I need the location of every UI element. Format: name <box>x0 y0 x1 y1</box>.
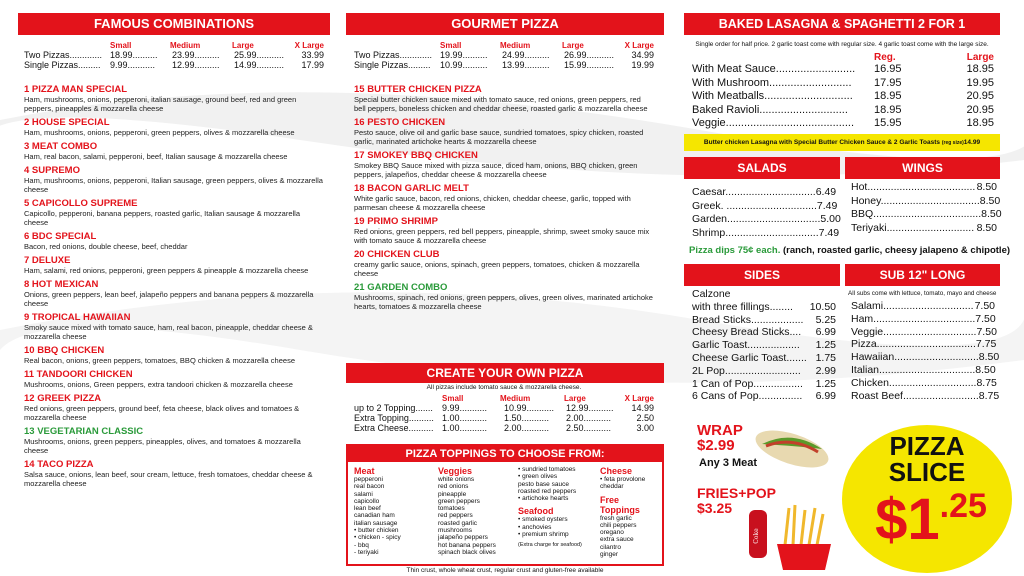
price-row-label: up to 2 Topping....... <box>354 403 433 413</box>
lasagna-row <box>692 90 994 104</box>
menu-item-desc: Onions, green peppers, lean beef, jalapeño peppers and banana peppers & mozzarella cheese <box>24 290 314 308</box>
size-label: X Large <box>624 394 654 403</box>
topping-item: fresh garlic <box>600 514 632 522</box>
item-name: Pizza.................................. <box>851 338 976 351</box>
menu-item-desc: Ham, mushrooms, onions, pepperoni, Italian sausage, green peppers, olives & mozzarella cheese <box>24 176 323 194</box>
menu-item-title: 19 PRIMO SHRIMP <box>354 216 438 227</box>
topping-item: lean beef <box>354 505 381 513</box>
item-price: 7.49 <box>816 199 838 212</box>
price-value: 33.99 <box>301 50 324 60</box>
price-value: 12.99.......... <box>566 403 614 413</box>
item-name: Bread Sticks.................. <box>692 313 804 326</box>
price-value: 14.99........... <box>234 60 285 70</box>
item-price: 6.49 <box>815 186 837 198</box>
list-item <box>851 389 1000 403</box>
reg-label: Reg. <box>874 52 896 63</box>
item-name: Garden................................ <box>692 213 821 225</box>
topping-item: cilantro <box>600 543 621 551</box>
reg-price: 18.95 <box>874 103 902 116</box>
item-name: Baked Ravioli............................. <box>692 103 848 116</box>
cyo-note: All pizzas include tomato sauce & mozzarella cheese. <box>426 384 582 391</box>
free-toppings-heading: Free Toppings <box>600 494 640 515</box>
item-price: 6.99 <box>815 390 836 403</box>
slice-dollar: $1 <box>875 487 940 552</box>
price-value: 2.50........... <box>566 423 612 433</box>
menu-item-title: 9 TROPICAL HAWAIIAN <box>24 312 131 323</box>
list-item <box>851 194 1001 209</box>
price-value: 19.99 <box>631 60 654 70</box>
menu-item-title: 16 PESTO CHICKEN <box>354 117 446 128</box>
price-value: 10.99........... <box>504 403 555 413</box>
lasagna-column <box>692 52 994 131</box>
item-name: 6 Cans of Pop............... <box>692 390 803 403</box>
topping-item: - bbq <box>354 541 369 549</box>
item-name: Shrimp................................ <box>692 226 819 239</box>
topping-item: real bacon <box>354 483 385 491</box>
price-value: 34.99 <box>631 50 654 60</box>
topping-item: roasted red peppers <box>518 487 577 495</box>
crust-note: Thin crust, whole wheat crust, regular crust and gluten-free available <box>406 567 604 574</box>
lasagna-row <box>692 104 994 118</box>
menu-item-title: 20 CHICKEN CLUB <box>354 249 440 260</box>
menu-item-title: 11 TANDOORI CHICKEN <box>24 369 133 380</box>
size-label: Large <box>564 394 586 403</box>
price-row-label: Two Pizzas............. <box>354 50 433 60</box>
menu-item-title: 15 BUTTER CHICKEN PIZZA <box>354 84 482 95</box>
size-label: X Large <box>624 41 654 50</box>
cheese-heading: Cheese <box>600 466 633 476</box>
banner-small: (reg size) <box>941 140 964 146</box>
topping-item: red onions <box>438 483 469 491</box>
item-price: 8.50 <box>978 351 1000 364</box>
toppings-header: PIZZA TOPPINGS TO CHOOSE FROM: <box>348 446 662 462</box>
price-value: 9.99........... <box>442 403 488 413</box>
menu-item-desc: Mushrooms, spinach, red onions, green peppers, olives, green olives, marinated artichoke hearts, tomatoes & mozzarella cheese <box>354 293 653 311</box>
price-row <box>354 403 654 413</box>
list-item <box>692 199 838 214</box>
item-name: Cheese Garlic Toast....... <box>692 351 807 364</box>
price-value: 19.99.......... <box>440 50 488 60</box>
menu-item-desc: Ham, mushrooms, onions, pepperoni, green peppers, olives & mozzarella cheese <box>24 128 295 137</box>
price-row <box>354 413 654 423</box>
wrap-price: $2.99 <box>697 437 735 454</box>
lasagna-header: BAKED LASAGNA & SPAGHETTI 2 FOR 1 <box>684 13 1000 35</box>
item-name: Caesar............................... <box>692 186 816 198</box>
price-value: 2.00........... <box>504 423 550 433</box>
price-value: 18.99.......... <box>110 50 158 60</box>
list-item <box>692 378 836 391</box>
menu-item-title: 7 DELUXE <box>24 255 71 266</box>
item-name: Greek. ............................... <box>692 199 817 212</box>
price-row-label: Extra Topping.......... <box>354 413 434 423</box>
price-value: 17.99 <box>301 60 324 70</box>
topping-item: • smoked oysters <box>518 516 568 524</box>
topping-item: oregano <box>600 529 624 537</box>
topping-item: green peppers <box>438 497 480 505</box>
sides-header: SIDES <box>684 264 840 286</box>
large-price: 18.95 <box>966 63 994 75</box>
price-row <box>354 60 654 70</box>
topping-item: red peppers <box>438 512 473 520</box>
size-label: Medium <box>170 41 201 50</box>
fries-pop-image <box>745 500 840 572</box>
item-price: 6.99 <box>815 326 836 339</box>
cyo-column <box>354 384 654 433</box>
seafood-note: (Extra charge for seafood) <box>518 542 582 549</box>
topping-item: • artichoke hearts <box>518 495 569 503</box>
menu-item-title: 3 MEAT COMBO <box>24 141 98 152</box>
price-value: 2.50 <box>636 413 654 423</box>
topping-item: - teriyaki <box>354 548 379 556</box>
item-price: 7.50 <box>974 300 995 312</box>
price-value: 9.99........... <box>110 60 156 70</box>
subs-note: All subs come with lettuce, tomato, mayo and cheese <box>848 290 997 297</box>
menu-item-desc: creamy garlic sauce, onions, spinach, green peppers, tomatoes, chicken & mozzarella cheese <box>354 260 640 278</box>
list-item <box>692 365 836 378</box>
list-item <box>692 186 837 200</box>
price-value: 13.99.......... <box>502 60 550 70</box>
large-price: 18.95 <box>966 117 994 130</box>
famous-sizes <box>24 41 324 50</box>
item-name: Calzone <box>692 288 731 300</box>
dips-rest: (ranch, roasted garlic, cheesy jalapeno & chipotle) <box>780 245 1011 256</box>
menu-item-title: 8 HOT MEXICAN <box>24 279 99 290</box>
slice-cents: .25 <box>939 487 987 525</box>
menu-item-desc: Real bacon, onions, green peppers, tomatoes, BBQ chicken & mozzarella cheese <box>24 356 295 365</box>
topping-item: pesto base sauce <box>518 480 569 488</box>
item-price: 8.50 <box>979 194 1001 207</box>
wrap-sub: Any 3 Meat <box>699 457 758 469</box>
menu-item-title: 4 SUPREMO <box>24 165 80 176</box>
price-row-label: Single Pizzas......... <box>24 60 101 70</box>
meat-heading: Meat <box>354 466 375 476</box>
wings-list <box>851 181 1002 235</box>
size-label: Small <box>442 394 464 403</box>
list-item <box>851 222 997 236</box>
price-row-label: Two Pizzas............. <box>24 50 103 60</box>
large-label: Large <box>966 52 994 63</box>
price-value: 23.99.......... <box>172 50 220 60</box>
topping-item: mushrooms <box>438 527 472 535</box>
menu-item-title: 10 BBQ CHICKEN <box>24 345 105 356</box>
subs-header: SUB 12" LONG <box>845 264 1000 286</box>
wings-header: WINGS <box>845 157 1000 179</box>
price-row <box>354 50 654 60</box>
list-item <box>692 213 841 227</box>
item-name: With Meat Sauce.......................... <box>692 63 856 75</box>
item-price: 8.75 <box>976 376 997 389</box>
list-item <box>851 208 1002 222</box>
price-value: 2.00........... <box>566 413 612 423</box>
item-name: Veggie................................ <box>851 325 977 338</box>
menu-item-title: 1 PIZZA MAN SPECIAL <box>24 84 128 95</box>
menu-item-desc: Red onions, green peppers, red bell peppers, pineapple, shrimp, sweet smoky sauce mix with tomato sauce & mozzarella cheese <box>354 227 650 245</box>
size-label: Large <box>562 41 584 50</box>
menu-item-title: 14 TACO PIZZA <box>24 459 94 470</box>
size-label: Small <box>440 41 462 50</box>
price-row-label: Extra Cheese.......... <box>354 423 434 433</box>
menu-item-desc: Red onions, green peppers, ground beef, feta cheese, black olives and tomatoes & mozzarella cheese <box>24 404 300 422</box>
price-value: 12.99.......... <box>172 60 220 70</box>
seafood-heading: Seafood <box>518 506 554 517</box>
item-price: 1.75 <box>815 351 836 364</box>
menu-item-desc: Capicollo, pepperoni, banana peppers, roasted garlic, Italian sausage & mozzarella cheese <box>24 209 301 227</box>
item-name: Salami............................... <box>851 300 974 312</box>
subs-list <box>851 300 1000 402</box>
item-price: 7.75 <box>975 338 997 351</box>
topping-item: • sundried tomatoes <box>518 466 576 473</box>
gourmet-column <box>354 41 654 315</box>
menu-item-title: 13 VEGETARIAN CLASSIC <box>24 426 144 437</box>
item-name: Chicken.............................. <box>851 376 977 389</box>
topping-item: • premium shrimp <box>518 531 569 539</box>
cyo-header: CREATE YOUR OWN PIZZA <box>346 363 664 383</box>
menu-item-desc: Mushrooms, onions, green peppers, pineapples, olives, and tomatoes & mozzarella cheese <box>24 437 301 455</box>
item-price: 1.25 <box>815 377 836 390</box>
item-name: With Mushroom........................... <box>692 76 852 89</box>
list-item <box>692 226 840 241</box>
pizza-slice-badge <box>842 425 1012 573</box>
price-value: 10.99.......... <box>440 60 488 70</box>
menu-item-desc: Ham, salami, red onions, pepperoni, green peppers & pineapple & mozzarella cheese <box>24 266 309 275</box>
size-label: X Large <box>294 41 324 50</box>
salads-list <box>692 186 841 240</box>
item-price: 8.50 <box>976 221 997 234</box>
salads-header: SALADS <box>684 157 840 179</box>
topping-item: • butter chicken <box>354 527 399 535</box>
toppings-box <box>346 444 664 566</box>
banner-price: 14.99 <box>963 139 981 146</box>
lasagna-row <box>692 117 994 131</box>
menu-item-desc: Ham, real bacon, salami, pepperoni, beef, Italian sausage & mozzarella cheese <box>24 152 288 161</box>
topping-item: ginger <box>600 551 619 559</box>
price-value: 1.00........... <box>442 423 488 433</box>
banner-text: Butter chicken Lasagna with Special Butter Chicken Sauce & 2 Garlic Toasts <box>703 139 941 146</box>
topping-item: hot banana peppers <box>438 541 496 549</box>
reg-price: 15.95 <box>874 117 902 130</box>
menu-item-desc: Bacon, red onions, double cheese, beef, cheddar <box>24 242 188 251</box>
topping-item: spinach black olives <box>438 548 496 556</box>
list-item <box>692 301 836 314</box>
dips-lead: Pizza dips 75¢ each. <box>689 245 781 256</box>
item-name: Italian................................. <box>851 363 976 376</box>
menu-item-title: 12 GREEK PIZZA <box>24 393 102 404</box>
toppings-grid <box>348 462 662 558</box>
butter-chicken-banner <box>684 134 1000 151</box>
menu-item-desc: White garlic sauce, bacon, red onions, chicken, cheddar cheese, garlic, topped with parmesan cheese & mozzarella cheese <box>354 194 631 212</box>
price-value: 3.00 <box>636 423 654 433</box>
menu-item-desc: Mushrooms, onions, Green peppers, extra tandoori chicken & mozzarella cheese <box>24 380 293 389</box>
fries-title: FRIES+POP <box>697 485 776 501</box>
menu-item-desc: Ham, mushrooms, onions, pepperoni, italian sausage, ground beef, red and green peppers, pineapples & mozzarella cheese <box>24 95 297 113</box>
topping-item: • anchovies <box>518 523 552 531</box>
menu-item-desc: Pesto sauce, olive oil and garlic base sauce, sundried tomatoes, spicy chicken, roasted garlic, marinated artichoke hearts & mozzarella cheese <box>354 128 644 146</box>
price-value: 24.99.......... <box>502 50 550 60</box>
topping-item: tomatoes <box>438 505 465 513</box>
item-name: Teriyaki.............................. <box>851 221 975 234</box>
item-price: 5.25 <box>815 313 836 326</box>
lasagna-row <box>692 77 994 91</box>
wrap-title: WRAP <box>697 422 743 439</box>
fries-price: $3.25 <box>697 500 733 516</box>
reg-price: 17.95 <box>874 76 902 89</box>
item-price: 7.50 <box>975 312 996 325</box>
list-item <box>851 338 995 351</box>
svg-text:Coke: Coke <box>753 528 760 544</box>
item-price: 8.50 <box>975 363 996 376</box>
size-label: Large <box>232 41 254 50</box>
famous-column <box>24 41 324 492</box>
item-price: 1.25 <box>815 339 836 352</box>
topping-item: • chicken - spicy <box>354 534 401 542</box>
item-price: 5.00 <box>820 213 841 225</box>
size-label: Medium <box>500 41 531 50</box>
list-item <box>692 314 836 327</box>
topping-item: canadian ham <box>354 512 395 520</box>
gourmet-sizes <box>354 41 654 50</box>
price-value: 15.99........... <box>564 60 615 70</box>
large-price: 19.95 <box>966 76 994 89</box>
item-name: Cheesy Bread Sticks.... <box>692 326 802 339</box>
item-name: with three fillings........ <box>692 300 793 313</box>
menu-item-desc: Special butter chicken sauce mixed with tomato sauce, red onions, green peppers, red bell peppers, boneless chicken and cheddar cheese, roasted garlic & mozzarella cheese <box>354 95 648 113</box>
slice-line1: PIZZA <box>889 431 965 461</box>
menu-item-desc: Smoky sauce mixed with tomato sauce, ham, real bacon, pineapple, cheddar cheese & mozzarella cheese <box>24 323 313 341</box>
list-item <box>851 377 995 390</box>
list-item <box>692 326 836 339</box>
sides-list <box>692 288 836 403</box>
topping-item: pineapple <box>438 490 467 498</box>
list-item <box>692 339 836 352</box>
item-name: With Meatballs............................. <box>692 90 853 103</box>
item-price: 10.50 <box>809 300 836 313</box>
topping-item: salami <box>354 490 373 498</box>
lasagna-row <box>692 63 994 77</box>
menu-item-title: 2 HOUSE SPECIAL <box>24 117 110 128</box>
list-item <box>692 288 836 301</box>
list-item <box>851 364 995 377</box>
topping-item: cheddar <box>600 483 624 491</box>
menu-item-title: 5 CAPICOLLO SUPREME <box>24 198 138 209</box>
price-value: 1.50........... <box>504 413 550 423</box>
famous-header: FAMOUS COMBINATIONS <box>18 13 330 35</box>
list-item <box>851 326 995 339</box>
list-item <box>851 181 997 195</box>
topping-item: extra sauce <box>600 536 634 544</box>
menu-item-desc: Smokey BBQ Sauce mixed with pizza sauce, diced ham, onions, BBQ chicken, green peppers, jalapeños, cheddar cheese & mozzarella cheese <box>354 161 638 179</box>
slice-price <box>856 487 1006 550</box>
price-value: 1.00........... <box>442 413 488 423</box>
topping-item: pepperoni <box>354 476 383 483</box>
list-item <box>851 300 995 313</box>
list-item <box>851 313 995 326</box>
wrap-promo <box>697 423 743 453</box>
item-price: 2.99 <box>815 364 836 377</box>
large-price: 20.95 <box>966 103 994 116</box>
item-price: 8.75 <box>978 389 1000 402</box>
veggies-heading: Veggies <box>438 466 473 476</box>
item-name: Roast Beef.......................... <box>851 389 979 402</box>
list-item <box>692 352 836 365</box>
menu-item-title: 18 BACON GARLIC MELT <box>354 183 469 194</box>
lasagna-note: Single order for half price. 2 garlic toast come with regular size. 4 garlic toast come with the large size. <box>695 41 989 48</box>
slice-title <box>842 433 1012 485</box>
price-row <box>24 60 324 70</box>
topping-item: white onions <box>438 476 475 483</box>
item-price: 8.50 <box>981 208 1002 220</box>
item-price: 8.50 <box>976 181 997 193</box>
cyo-sizes <box>354 394 654 403</box>
reg-price: 16.95 <box>874 63 902 75</box>
list-item <box>851 351 1000 364</box>
gourmet-header: GOURMET PIZZA <box>346 13 664 35</box>
price-value: 26.99........... <box>564 50 615 60</box>
slice-line2: SLICE <box>888 457 966 487</box>
item-name: Ham................................... <box>851 312 976 325</box>
size-label: Small <box>110 41 132 50</box>
price-value: 14.99 <box>631 403 654 413</box>
item-name: Garlic Toast.................. <box>692 339 800 352</box>
item-name: BBQ..................................... <box>851 208 982 220</box>
reg-price: 18.95 <box>874 90 902 103</box>
wrap-image <box>752 424 834 474</box>
topping-item: italian sausage <box>354 519 398 527</box>
topping-item: • green olives <box>518 473 558 481</box>
pizza-dips <box>689 245 1009 256</box>
menu-item-title: 17 SMOKEY BBQ CHICKEN <box>354 150 478 161</box>
topping-item: roasted garlic <box>438 519 478 527</box>
price-row <box>354 423 654 433</box>
topping-item: capicollo <box>354 497 380 505</box>
large-price: 20.95 <box>966 90 994 103</box>
topping-item: • feta provolone <box>600 476 646 483</box>
item-price: 7.49 <box>818 226 840 239</box>
item-name: Hot..................................... <box>851 181 976 193</box>
item-name: 2L Pop.......................... <box>692 364 801 377</box>
menu-item-title: 6 BDC SPECIAL <box>24 231 97 242</box>
price-row-label: Single Pizzas......... <box>354 60 431 70</box>
item-name: Hawaiian............................. <box>851 351 979 364</box>
price-row <box>24 50 324 60</box>
menu-item-desc: Salsa sauce, onions, lean beef, sour cream, lettuce, fresh tomatoes, cheddar cheese & mozzarella cheese <box>24 470 313 488</box>
topping-item: chili peppers <box>600 521 637 529</box>
item-name: Veggie.......................................... <box>692 117 855 130</box>
item-name: Honey.................................. <box>851 194 980 207</box>
size-label: Medium <box>500 394 531 403</box>
item-price: 7.50 <box>976 325 997 338</box>
topping-item: jalapeño peppers <box>438 534 488 542</box>
price-value: 25.99........... <box>234 50 285 60</box>
list-item <box>692 390 836 403</box>
item-name: 1 Can of Pop................. <box>692 377 803 390</box>
menu-item-title: 21 GARDEN COMBO <box>354 282 448 293</box>
